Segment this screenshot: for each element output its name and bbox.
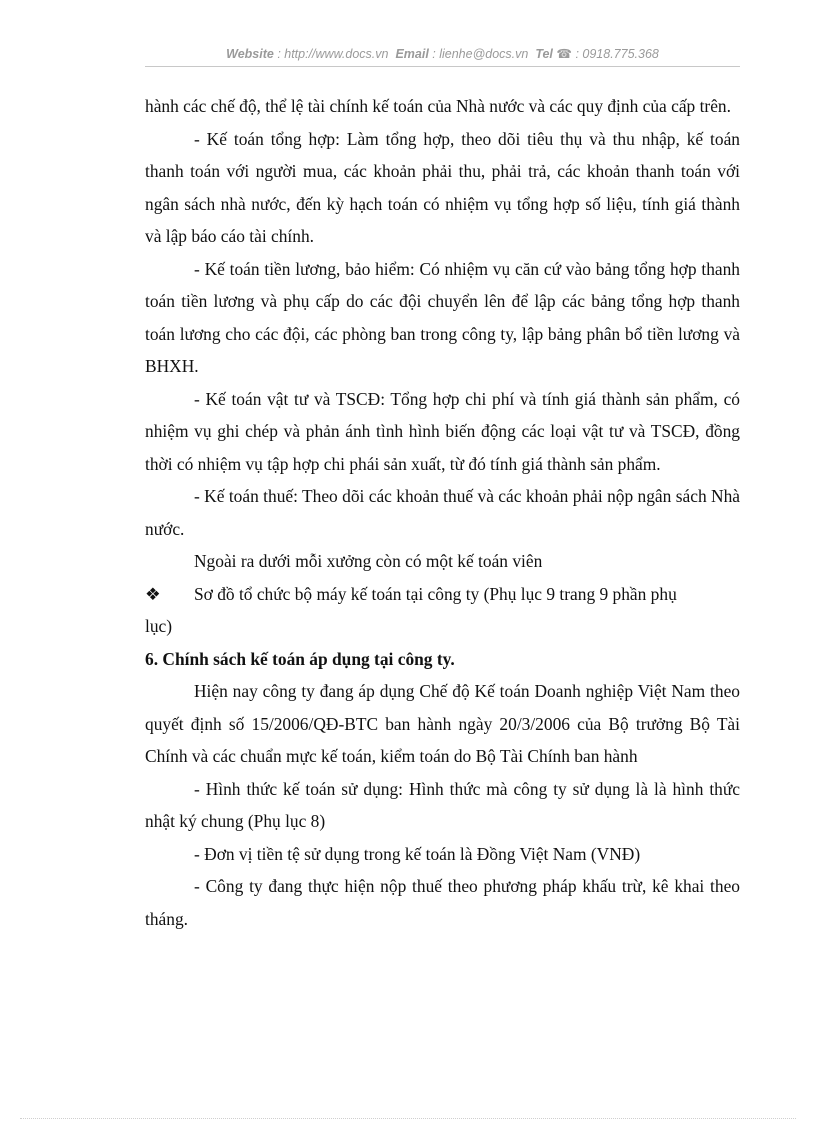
- bullet-text: Sơ đồ tổ chức bộ máy kế toán tại công ty (Phụ lục 9 trang 9 phần phụ: [194, 583, 677, 604]
- paragraph-workshop-accountant: Ngoài ra dưới mỗi xưởng còn có một kế toán viên: [194, 551, 543, 571]
- paragraph-regime: Hiện nay công ty đang áp dụng Chế độ Kế toán Doanh nghiệp Việt Nam theo quyết định số 15/2006/QĐ-BTC ban hành ngày 20/3/2006 của Bộ trưởng Bộ Tài Chính và các chuẩn mực kế toán, kiểm toán do Bộ Tài Chính ban hành: [145, 681, 740, 766]
- page-bottom-border: [20, 1118, 796, 1119]
- website-value: : http://www.docs.vn: [277, 47, 389, 61]
- paragraph-materials-accounting: - Kế toán vật tư và TSCĐ: Tổng hợp chi phí và tính giá thành sản phẩm, có nhiệm vụ ghi chép và phản ánh tình hình biến động các loại vật tư và TSCĐ, đồng thời có nhiệm vụ tập hợp chi phái sản xuất, từ đó tính giá thành sản phẩm.: [145, 388, 740, 474]
- page-header: [145, 46, 740, 61]
- bullet-item: [145, 578, 740, 611]
- section-heading: 6. Chính sách kế toán áp dụng tại công ty.: [145, 648, 455, 669]
- paragraph-tax-method: - Công ty đang thực hiện nộp thuế theo phương pháp khấu trừ, kê khai theo tháng.: [145, 876, 740, 929]
- email-value: : lienhe@docs.vn: [432, 47, 529, 61]
- email-label: Email: [395, 47, 429, 61]
- bullet-continuation: lục): [145, 616, 173, 636]
- paragraph-general-accounting: - Kế toán tổng hợp: Làm tổng hợp, theo dõi tiêu thụ và thu nhập, kế toán thanh toán với người mua, các khoản phải thu, phải trả, các khoản thanh toán với ngân sách nhà nước, đến kỳ hạch toán có nhiệm vụ tổng hợp số liệu, tính giá thành và lập báo cáo tài chính.: [145, 128, 740, 246]
- header-divider: [145, 66, 740, 67]
- paragraph-salary-accounting: - Kế toán tiền lương, bảo hiểm: Có nhiệm vụ căn cứ vào bảng tổng hợp thanh toán tiền lương và phụ cấp do các đội chuyển lên để lập các bảng tổng hợp thanh toán lương cho các đội, các phòng ban trong công ty, lập bảng phân bổ tiền lương và BHXH.: [145, 258, 740, 376]
- tel-value: : 0918.775.368: [575, 47, 659, 61]
- document-body: [145, 90, 740, 935]
- paragraph-currency: - Đơn vị tiền tệ sử dụng trong kế toán là Đồng Việt Nam (VNĐ): [194, 843, 641, 864]
- diamond-bullet-icon: ❖: [145, 583, 161, 604]
- tel-label: Tel ☎: [535, 47, 572, 61]
- paragraph-continuation: hành các chế độ, thể lệ tài chính kế toán của Nhà nước và các quy định của cấp trên.: [145, 96, 731, 116]
- paragraph-bookkeeping-form: - Hình thức kế toán sử dụng: Hình thức mà công ty sử dụng là là hình thức nhật ký chung (Phụ lục 8): [145, 778, 740, 831]
- website-label: Website: [226, 47, 274, 61]
- paragraph-tax-accounting: - Kế toán thuế: Theo dõi các khoản thuế và các khoản phải nộp ngân sách Nhà nước.: [145, 486, 740, 539]
